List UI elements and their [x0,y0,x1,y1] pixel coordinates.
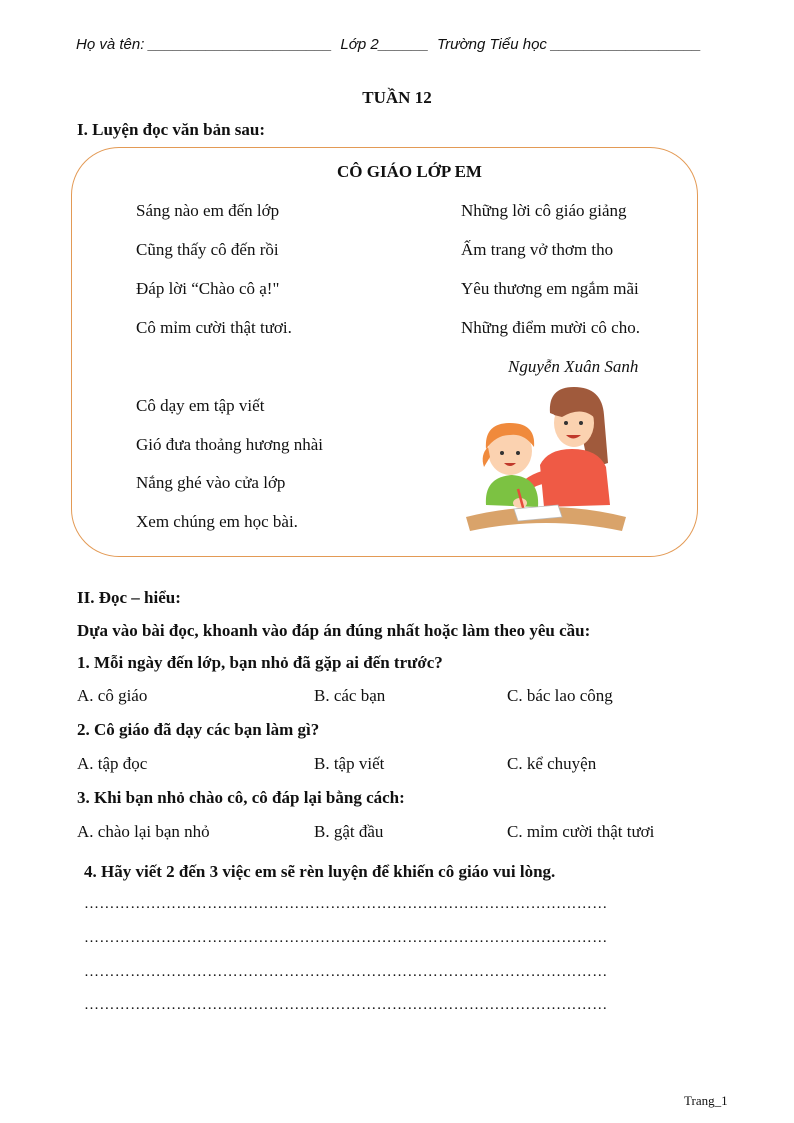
poem-line: Gió đưa thoảng hương nhài [136,435,323,454]
poem-line: Yêu thương em ngắm mãi [461,279,639,298]
poem-title: CÔ GIÁO LỚP EM [337,162,482,181]
question-1: 1. Mỗi ngày đến lớp, bạn nhỏ đã gặp ai đến trước? [77,653,443,672]
poem-line: Cô mỉm cười thật tươi. [136,318,292,337]
answer-option[interactable]: B. các bạn [314,686,386,705]
poem-line: Những lời cô giáo giảng [461,201,627,220]
poem-line: Cô dạy em tập viết [136,396,265,415]
poem-line: Cũng thấy cô đến rồi [136,240,279,259]
question-4: 4. Hãy viết 2 đến 3 việc em sẽ rèn luyện để khiến cô giáo vui lòng. [84,862,556,881]
answer-option[interactable]: B. tập viết [314,754,385,773]
answer-option[interactable]: B. gật đầu [314,822,384,841]
poem-author: Nguyễn Xuân Sanh [508,357,639,376]
poem-line: Đáp lời “Chào cô ạ!" [136,279,280,298]
section1-title: I. Luyện đọc văn bản sau: [77,120,266,139]
week-title: TUẦN 12 [362,88,432,107]
question-2: 2. Cô giáo đã dạy các bạn làm gì? [77,720,320,739]
section2-title: II. Đọc – hiểu: [77,588,181,607]
answer-line[interactable]: ………………………………………………………………………………………… [84,896,608,912]
poem-line: Những điểm mười cô cho. [461,318,640,337]
answer-option[interactable]: A. cô giáo [77,686,148,705]
answer-option[interactable]: A. chào lại bạn nhỏ [77,822,210,841]
answer-option[interactable]: C. bác lao công [507,686,613,705]
instruction: Dựa vào bài đọc, khoanh vào đáp án đúng nhất hoặc làm theo yêu cầu: [77,621,591,640]
poem-line: Xem chúng em học bài. [136,512,298,531]
poem-line: Nắng ghé vào cửa lớp [136,473,286,492]
page-number: Trang_1 [684,1093,728,1108]
teacher-child-illustration [462,385,630,545]
answer-line[interactable]: ………………………………………………………………………………………… [84,930,608,946]
answer-option[interactable]: A. tập đọc [77,754,148,773]
answer-line[interactable]: ………………………………………………………………………………………… [84,964,608,980]
answer-option[interactable]: C. mỉm cười thật tươi [507,822,655,841]
poem-line: Ấm trang vở thơm tho [461,240,614,259]
poem-line: Sáng nào em đến lớp [136,201,280,220]
answer-line[interactable]: ………………………………………………………………………………………… [84,997,608,1013]
answer-option[interactable]: C. kể chuyện [507,754,597,773]
question-3: 3. Khi bạn nhỏ chào cô, cô đáp lại bằng cách: [77,788,405,807]
student-info-line: Họ và tên: ______________________ Lớp 2______ Trường Tiểu học __________________ [76,36,702,53]
